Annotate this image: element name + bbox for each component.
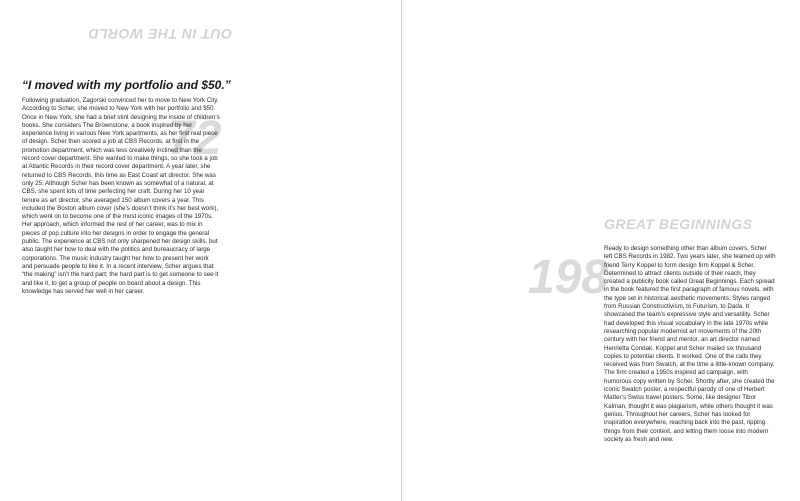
year-ghost-right: 198 [528,251,609,304]
right-body-text: Ready to design something other than album covers, Scher left CBS Records in 1982. Two years later, she teamed up with friend Terry Koppel to form design firm Koppel & Scher. Determined to attract clients outside of their reach, they created a publicity book called Great Beginnings. Each spread in the book featured the first paragraph of famous novels, with the type set in historical aesthetic movements. Styles ranged from Russian Constructivism, to Futurism, to Dada. It showcased the team’s expressive style and versatility. Scher had developed this visual vocabulary in the late 1970s while researching popular modernist art movements of the 20th century with her friend and mentor, an art director named Henrietta Condak. Koppel and Scher mailed six thousand copies to potential clients. It worked. One of the calls they received was from Swatch, at the time a little-known company. The firm created a 1950s inspired ad campaign, with humorous copy written by Scher. Shortly after, she created the iconic Swatch poster, a respectful parody of one of Herbert Matter’s Swiss travel posters. Some, like designer Tibor Kalman, thought it was plagiarism, while others thought it was genius. Throughout her careers, Scher has looked for inspiration everywhere, reaching back into the past, ripping things from their context, and letting them loose into modern society as fresh and new. [604,245,776,443]
left-body-text: Following graduation, Zagorski convinced her to move to New York City. According to Scher, she moved to New York with her portfolio and $50. Once in New York, she had a brief stint designing the inside of children’s books. She considers The Brownstone, a book inspired by her experience living in various New York apartments, as her first real piece of design. Scher then scored a job at CBS Records, at first in the promotion department, which was less creatively inclined than the record cover department. She wanted to make things, so she took a job at Atlantic Records in their record cover department. A year later, she returned to CBS Records, this time as East Coast art director. She was only 25. Although Scher has been known as somewhat of a natural, at CBS, she spent lots of time perfecting her craft. During her 10 year tenure as art director, she averaged 150 album covers a year. This included the Boston album cover (she’s doesn’t think it’s her best work), which went on to become one of the most iconic images of the 1970s. Her approach, which informed the rest of her career, was to mix in pieces of pop culture into her designs in order to engage the general public. The experience at CBS not only sharpened her design skills, but also taught her how to deal with the politics and bureaucracy of large corporations. The music industry taught her how to present her work and persuade people to like it. In a recent interview, Scher argues that “the making” isn’t the hard part; the hard part is to get someone to see it and like it, to get a group of people on board about a design. This knowledge has served her well in her career. [22,97,220,295]
section-title-out-in-the-world: OUT IN THE WORLD [88,26,233,42]
year-ghost-left: 72 [168,112,222,165]
section-title-great-beginnings: GREAT BEGINNINGS [604,216,753,232]
pull-quote: “I moved with my portfolio and $50.” [22,78,231,92]
